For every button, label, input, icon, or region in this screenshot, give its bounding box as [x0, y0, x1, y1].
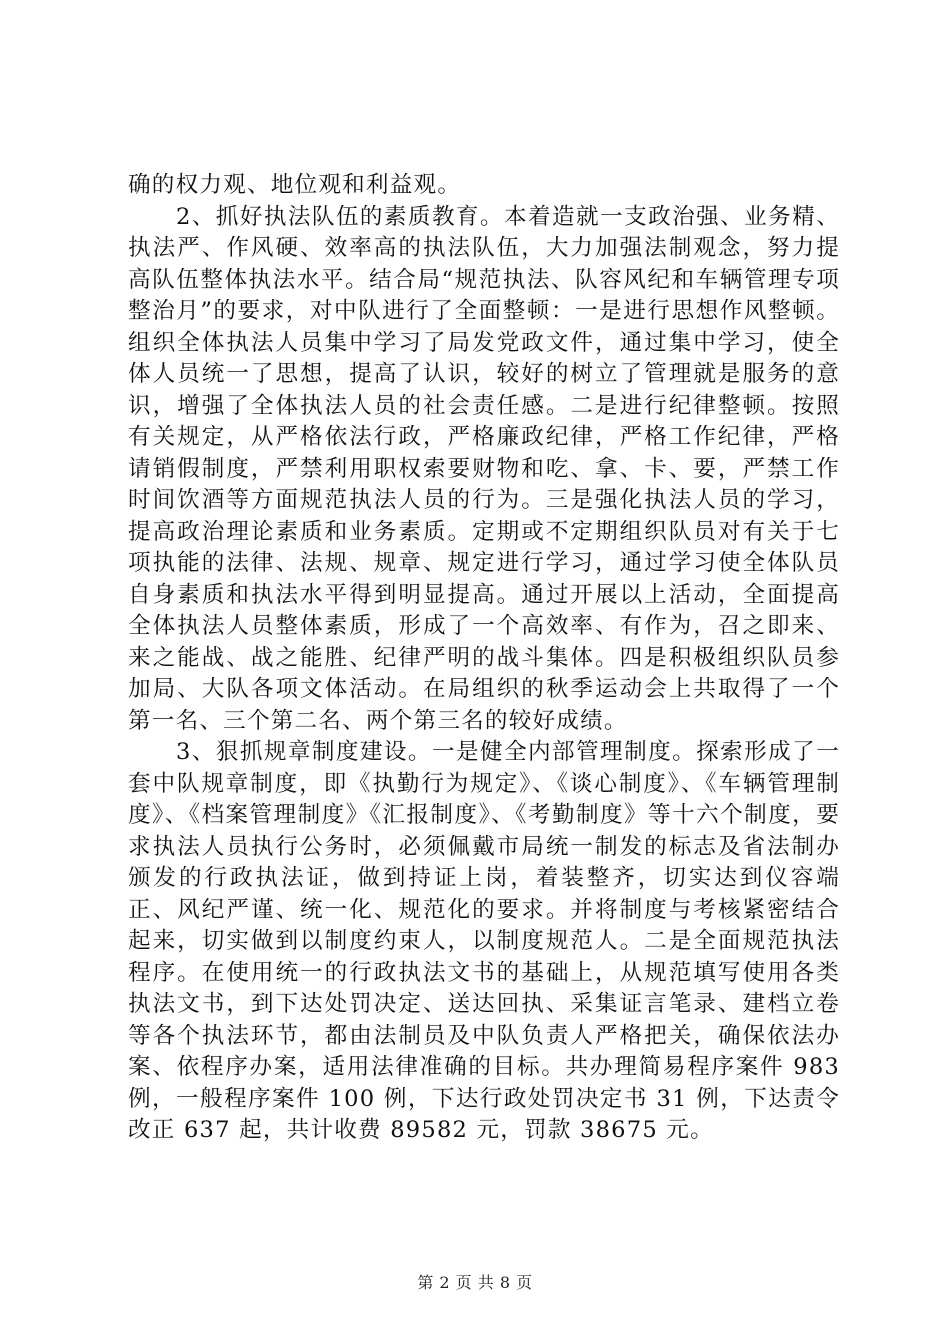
- paragraph-continuation: 确的权力观、地位观和利益观。: [128, 172, 462, 198]
- paragraph-team-quality-education: 2、抓好执法队伍的素质教育。本着造就一支政治强、业务精、执法严、作风硬、效率高的执法队伍，大力加强法制观念，努力提高队伍整体执法水平。结合局“规范执法、队容风纪和车辆管理专项整治月”的要求，对中队进行了全面整顿：一是进行思想作风整顿。组织全体执法人员集中学习了局发党政文件，通过集中学习，使全体人员统一了思想，提高了认识，较好的树立了管理就是服务的意识，增强了全体执法人员的社会责任感。二是进行纪律整顿。按照有关规定，从严格依法行政，严格廉政纪律，严格工作纪律，严格请销假制度，严禁利用职权索要财物和吃、拿、卡、要，严禁工作时间饮酒等方面规范执法人员的行为。三是强化执法人员的学习，提高政治理论素质和业务素质。定期或不定期组织队员对有关于七项执能的法律、法规、规章、规定进行学习，通过学习使全体队员自身素质和执法水平得到明显提高。通过开展以上活动，全面提高全体执法人员整体素质，形成了一个高效率、有作为，召之即来、来之能战、战之能胜、纪律严明的战斗集体。四是积极组织队员参加局、大队各项文体活动。在局组织的秋季运动会上共取得了一个第一名、三个第二名、两个第三名的较好成绩。: [128, 203, 840, 734]
- paragraph-rules-system-building: 3、狠抓规章制度建设。一是健全内部管理制度。探索形成了一套中队规章制度，即《执勤行为规定》、《谈心制度》、《车辆管理制度》、《档案管理制度》《汇报制度》、《考勤制度》等十六个制度，要求执法人员执行公务时，必须佩戴市局统一制发的标志及省法制办颁发的行政执法证，做到持证上岗，着装整齐，切实达到仪容端正、风纪严谨、统一化、规范化的要求。并将制度与考核紧密结合起来，切实做到以制度约束人，以制度规范人。二是全面规范执法程序。在使用统一的行政执法文书的基础上，从规范填写使用各类执法文书，到下达处罚决定、送达回执、采集证言笔录、建档立卷等各个执法环节，都由法制员及中队负责人严格把关，确保依法办案、依程序办案，适用法律准确的目标。共办理简易程序案件 983 例，一般程序案件 100 例，下达行政处罚决定书 31 例，下达责令改正 637 起，共计收费 89582 元，罚款 38675 元。: [128, 739, 840, 1143]
- page-footer: 第 2 页 共 8 页: [417, 1273, 533, 1292]
- document-body: [128, 170, 840, 1147]
